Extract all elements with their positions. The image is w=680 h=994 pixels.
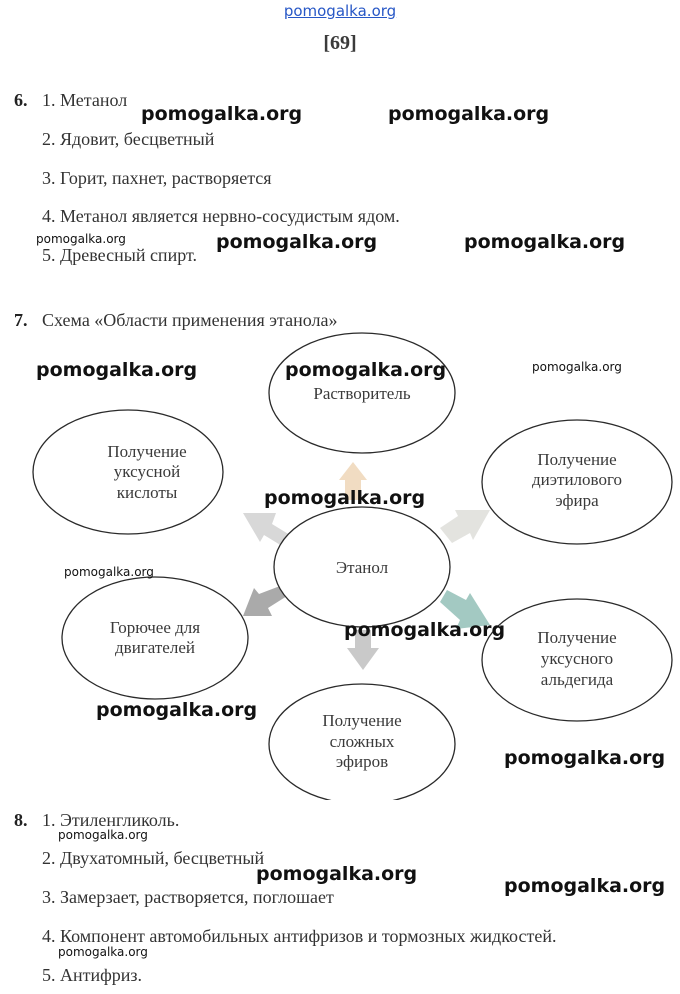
q8-item-5: 5. Антифриз.: [42, 965, 143, 985]
node-bottom-line-3: эфиров: [335, 752, 389, 771]
node-top-right-line-2: диэтилового: [531, 470, 623, 489]
watermark: pomogalka.org: [58, 945, 148, 959]
question-8-number: 8.: [14, 810, 28, 830]
node-bottom-line-2: сложных: [329, 732, 395, 751]
node-top-left-line-2: уксусной: [113, 462, 181, 481]
node-bottom-line-1: Получение: [322, 711, 402, 730]
node-top-left-line-3: кислоты: [116, 483, 178, 502]
watermark: pomogalka.org: [504, 875, 666, 897]
watermark: pomogalka.org: [96, 699, 258, 721]
watermark: pomogalka.org: [256, 863, 418, 885]
watermark: pomogalka.org: [216, 231, 378, 253]
watermark: pomogalka.org: [388, 103, 550, 125]
q6-item-5: 5. Древесный спирт.: [42, 245, 197, 265]
q8-item-2: 2. Двухатомный, бесцветный: [42, 848, 265, 868]
q6-item-4: 4. Метанол является нервно-сосудистым ядом.: [42, 206, 400, 226]
watermark: pomogalka.org: [264, 487, 426, 509]
q8-item-3: 3. Замерзает, растворяется, поглошает: [42, 887, 334, 907]
q6-item-1: 1. Метанол: [42, 90, 128, 110]
q6-item-2: 2. Ядовит, бесцветный: [42, 129, 215, 149]
watermark: pomogalka.org: [504, 747, 666, 769]
center-label: Этанол: [335, 558, 389, 577]
node-top-line-1: Растворитель: [313, 384, 411, 403]
q8-item-1: 1. Этиленгликоль.: [42, 810, 180, 830]
watermark: pomogalka.org: [36, 359, 198, 381]
question-6-number: 6.: [14, 90, 28, 110]
watermark: pomogalka.org: [285, 359, 447, 381]
node-top-right-line-1: Получение: [537, 450, 617, 469]
node-top-left-line-1: Получение: [107, 442, 187, 461]
watermark: pomogalka.org: [64, 565, 154, 579]
watermark: pomogalka.org: [344, 619, 506, 641]
watermark: pomogalka.org: [58, 828, 148, 842]
watermark: pomogalka.org: [532, 360, 622, 374]
arrow-to-diethyl-ether: [440, 510, 490, 543]
watermark: pomogalka.org: [464, 231, 626, 253]
node-bottom-right-line-2: уксусного: [540, 649, 614, 668]
node-bottom-right-line-1: Получение: [537, 628, 617, 647]
site-link[interactable]: pomogalka.org: [283, 2, 397, 20]
watermark: pomogalka.org: [141, 103, 303, 125]
q7-title: Схема «Области применения этанола»: [42, 310, 338, 330]
watermark: pomogalka.org: [36, 232, 126, 246]
node-left-line-2: двигателей: [115, 638, 195, 657]
q8-item-4: 4. Компонент автомобильных антифризов и тормозных жидкостей.: [42, 926, 557, 946]
q6-item-3: 3. Горит, пахнет, растворяется: [42, 168, 272, 188]
node-top-right-line-3: эфира: [555, 491, 599, 510]
page-number: [69]: [323, 32, 357, 54]
question-7-number: 7.: [14, 310, 28, 330]
node-left-line-1: Горючее для: [109, 618, 201, 637]
node-bottom-right-line-3: альдегида: [540, 670, 614, 689]
